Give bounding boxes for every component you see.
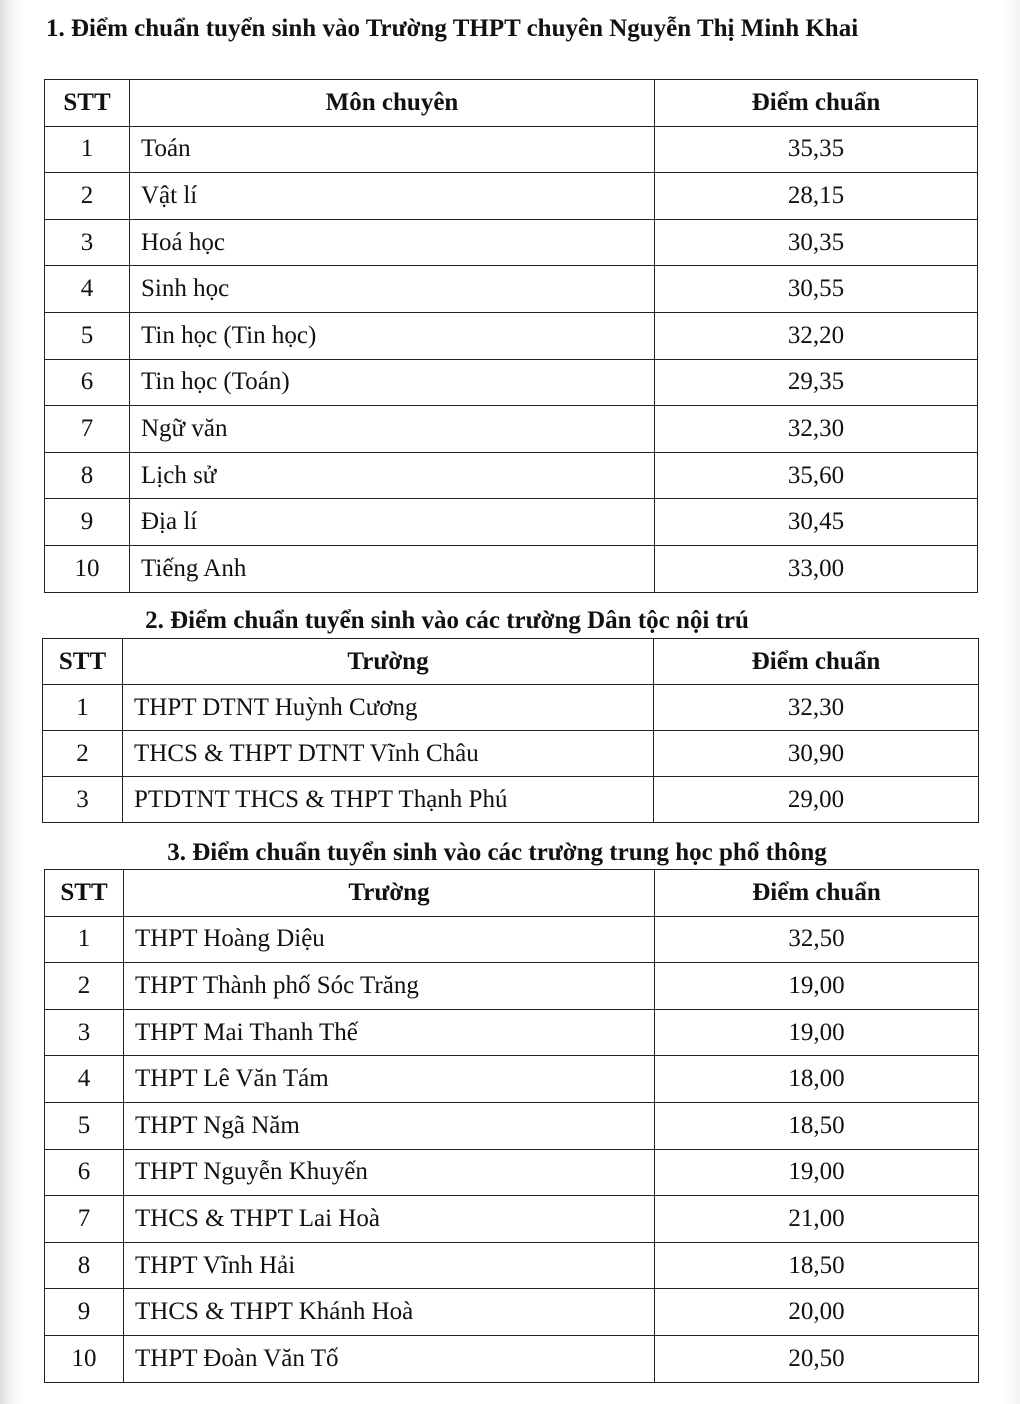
row-score-cell: 35,60: [655, 452, 978, 499]
row-number-cell: 9: [45, 499, 130, 546]
table-header-row: [45, 870, 979, 917]
row-number-cell: 1: [45, 916, 124, 963]
row-name-cell: Sinh học: [130, 266, 655, 313]
header-score: Điểm chuẩn: [655, 80, 978, 127]
row-number-cell: 10: [45, 545, 130, 592]
boarding-school-table: [42, 638, 979, 823]
row-number-cell: 7: [45, 406, 130, 453]
row-name-cell: THPT Ngã Năm: [124, 1102, 655, 1149]
row-score-cell: 30,45: [655, 499, 978, 546]
table-row: [43, 777, 979, 823]
row-score-cell: 30,90: [654, 731, 979, 777]
row-name-cell: Địa lí: [130, 499, 655, 546]
specialized-school-table: [44, 79, 978, 593]
row-score-cell: 18,00: [655, 1056, 979, 1103]
row-score-cell: 20,00: [655, 1289, 979, 1336]
table-row: [45, 1102, 979, 1149]
row-name-cell: Lịch sử: [130, 452, 655, 499]
row-name-cell: Tin học (Toán): [130, 359, 655, 406]
row-number-cell: 6: [45, 1149, 124, 1196]
table-row: [45, 545, 978, 592]
row-score-cell: 30,35: [655, 219, 978, 266]
header-stt: STT: [45, 80, 130, 127]
header-stt: STT: [43, 639, 123, 685]
row-score-cell: 29,00: [654, 777, 979, 823]
row-score-cell: 18,50: [655, 1242, 979, 1289]
header-subject: Môn chuyên: [130, 80, 655, 127]
row-score-cell: 32,30: [654, 685, 979, 731]
table-row: [45, 126, 978, 173]
row-number-cell: 8: [45, 1242, 124, 1289]
row-name-cell: THPT Hoàng Diệu: [124, 916, 655, 963]
row-name-cell: THCS & THPT DTNT Vĩnh Châu: [123, 731, 654, 777]
row-number-cell: 3: [45, 219, 130, 266]
row-number-cell: 3: [45, 1009, 124, 1056]
table-row: [45, 499, 978, 546]
row-name-cell: Tiếng Anh: [130, 545, 655, 592]
table-row: [45, 963, 979, 1010]
row-number-cell: 2: [43, 731, 123, 777]
row-score-cell: 19,00: [655, 1009, 979, 1056]
row-name-cell: THPT Mai Thanh Thế: [124, 1009, 655, 1056]
table-row: [45, 1009, 979, 1056]
high-school-table: [44, 869, 979, 1383]
row-name-cell: Toán: [130, 126, 655, 173]
row-name-cell: THPT Lê Văn Tám: [124, 1056, 655, 1103]
header-score: Điểm chuẩn: [655, 870, 979, 917]
row-score-cell: 32,50: [655, 916, 979, 963]
row-number-cell: 10: [45, 1335, 124, 1382]
table-row: [45, 1149, 979, 1196]
header-stt: STT: [45, 870, 124, 917]
row-name-cell: PTDTNT THCS & THPT Thạnh Phú: [123, 777, 654, 823]
table-row: [45, 219, 978, 266]
row-number-cell: 2: [45, 963, 124, 1010]
row-score-cell: 33,00: [655, 545, 978, 592]
row-number-cell: 5: [45, 1102, 124, 1149]
row-number-cell: 5: [45, 312, 130, 359]
row-score-cell: 32,30: [655, 406, 978, 453]
row-number-cell: 4: [45, 1056, 124, 1103]
table-row: [45, 1056, 979, 1103]
row-name-cell: Hoá học: [130, 219, 655, 266]
row-name-cell: THPT DTNT Huỳnh Cương: [123, 685, 654, 731]
table-header-row: [45, 80, 978, 127]
row-score-cell: 29,35: [655, 359, 978, 406]
table-row: [45, 266, 978, 313]
row-score-cell: 19,00: [655, 1149, 979, 1196]
row-name-cell: THPT Thành phố Sóc Trăng: [124, 963, 655, 1010]
header-school: Trường: [124, 870, 655, 917]
row-score-cell: 35,35: [655, 126, 978, 173]
row-score-cell: 20,50: [655, 1335, 979, 1382]
table-header-row: [43, 639, 979, 685]
table-row: [45, 1242, 979, 1289]
header-score: Điểm chuẩn: [654, 639, 979, 685]
row-number-cell: 8: [45, 452, 130, 499]
section-1-title: 1. Điểm chuẩn tuyển sinh vào Trường THPT chuyên Nguyễn Thị Minh Khai: [46, 15, 859, 42]
row-number-cell: 9: [45, 1289, 124, 1336]
table-row: [45, 916, 979, 963]
row-score-cell: 32,20: [655, 312, 978, 359]
row-number-cell: 1: [43, 685, 123, 731]
table-row: [45, 173, 978, 220]
row-name-cell: THCS & THPT Lai Hoà: [124, 1196, 655, 1243]
table-row: [43, 731, 979, 777]
row-name-cell: THPT Đoàn Văn Tố: [124, 1335, 655, 1382]
row-number-cell: 6: [45, 359, 130, 406]
row-number-cell: 7: [45, 1196, 124, 1243]
row-name-cell: THCS & THPT Khánh Hoà: [124, 1289, 655, 1336]
row-number-cell: 3: [43, 777, 123, 823]
row-name-cell: Tin học (Tin học): [130, 312, 655, 359]
table-row: [45, 406, 978, 453]
table-row: [45, 312, 978, 359]
table-row: [45, 359, 978, 406]
row-score-cell: 28,15: [655, 173, 978, 220]
row-score-cell: 18,50: [655, 1102, 979, 1149]
table-row: [45, 1196, 979, 1243]
row-number-cell: 4: [45, 266, 130, 313]
section-3-title: 3. Điểm chuẩn tuyển sinh vào các trường trung học phổ thông: [167, 839, 827, 866]
row-number-cell: 2: [45, 173, 130, 220]
table-row: [43, 685, 979, 731]
row-name-cell: THPT Nguyễn Khuyến: [124, 1149, 655, 1196]
section-2-title: 2. Điểm chuẩn tuyển sinh vào các trường Dân tộc nội trú: [145, 607, 749, 634]
row-score-cell: 19,00: [655, 963, 979, 1010]
row-number-cell: 1: [45, 126, 130, 173]
table-row: [45, 1289, 979, 1336]
row-score-cell: 30,55: [655, 266, 978, 313]
table-row: [45, 452, 978, 499]
row-score-cell: 21,00: [655, 1196, 979, 1243]
row-name-cell: THPT Vĩnh Hải: [124, 1242, 655, 1289]
header-school: Trường: [123, 639, 654, 685]
row-name-cell: Vật lí: [130, 173, 655, 220]
row-name-cell: Ngữ văn: [130, 406, 655, 453]
table-row: [45, 1335, 979, 1382]
